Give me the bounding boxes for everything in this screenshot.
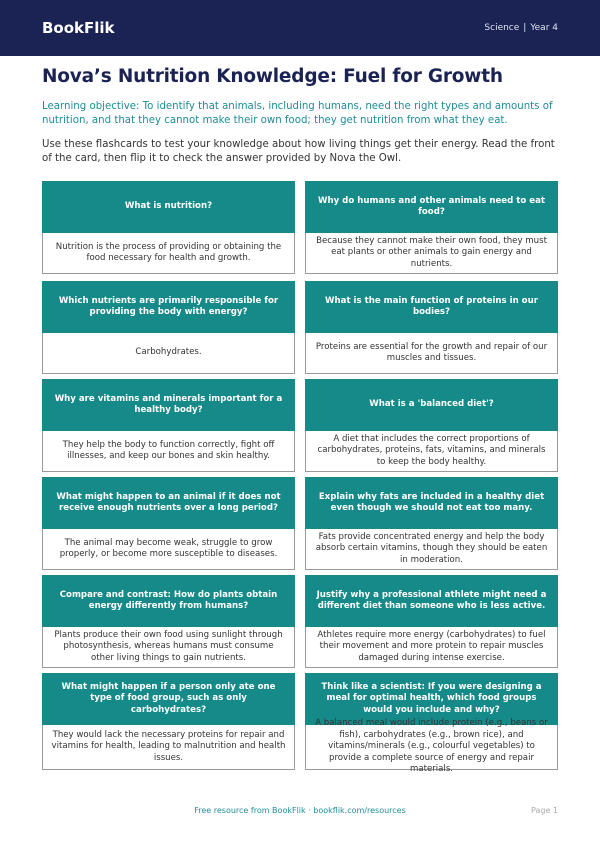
flashcard-answer: Fats provide concentrated energy and help the body absorb certain vitamins, though they should be eaten in moderation. [305,529,558,570]
flashcard[interactable] [42,477,295,570]
flashcard[interactable] [42,575,295,668]
flashcard[interactable] [42,673,295,770]
flashcard-question: Explain why fats are included in a healthy diet even though we should not eat too many. [305,477,558,529]
flashcard[interactable] [42,281,295,374]
breadcrumb-separator: | [523,23,527,33]
flashcard-answer: Plants produce their own food using sunlight through photosynthesis, whereas humans must consume other living things to gain nutrients. [42,627,295,668]
flashcard-answer: fish), carbohydrates (e.g., brown rice), and vitamins/minerals (e.g., colourful vegetables) to provide a complete source of energy and repair materials. [305,725,558,770]
flashcard-answer: A diet that includes the correct proportions of carbohydrates, proteins, fats, vitamins, and minerals to keep the body healthy. [305,431,558,472]
flashcard-question: Think like a scientist: If you were designing a meal for optimal health, which food groups would you include and why? [305,673,558,725]
flashcard[interactable] [305,673,558,775]
breadcrumb [484,23,558,33]
flashcard-answer: Carbohydrates. [42,333,295,374]
intro-text: Use these flashcards to test your knowledge about how living things get their energy. Read the front of the card, then flip it to check the answer provided by Nova the Owl. [42,139,555,164]
breadcrumb-year: Year 4 [530,23,558,33]
flashcard-answer: The animal may become weak, struggle to grow properly, or become more susceptible to diseases. [42,529,295,570]
flashcard-question: What is the main function of proteins in our bodies? [305,281,558,333]
flashcard[interactable] [305,575,558,668]
flashcard[interactable] [42,181,295,274]
flashcard[interactable] [305,477,558,570]
flashcard-question: What might happen if a person only ate one type of food group, such as only carbohydrates? [42,673,295,725]
footer-link[interactable]: Free resource from BookFlik · bookflik.com/resources [194,806,406,815]
flashcard-answer: Nutrition is the process of providing or obtaining the food necessary for health and growth. [42,233,295,274]
flashcard-question: Compare and contrast: How do plants obtain energy differently from humans? [42,575,295,627]
flashcard-answer: They help the body to function correctly, fight off illnesses, and keep our bones and skin healthy. [42,431,295,472]
flashcard-question: Justify why a professional athlete might need a different diet than someone who is less active. [305,575,558,627]
flashcard-answer: Because they cannot make their own food, they must eat plants or other animals to gain energy and nutrients. [305,233,558,274]
breadcrumb-subject: Science [484,23,520,33]
flashcard[interactable] [305,181,558,274]
page-number: Page 1 [531,806,558,815]
flashcard-question: Which nutrients are primarily responsible for providing the body with energy? [42,281,295,333]
flashcard-answer: Athletes require more energy (carbohydrates) to fuel their movement and more protein to repair muscles damaged during intense exercise. [305,627,558,668]
flashcard-question: What is a 'balanced diet'? [305,379,558,431]
flashcard-answer: They would lack the necessary proteins for repair and vitamins for health, leading to malnutrition and health issues. [42,725,295,770]
page-title: Nova’s Nutrition Knowledge: Fuel for Growth [42,66,503,87]
flashcard[interactable] [42,379,295,472]
flashcard[interactable] [305,281,558,374]
learning-objective: Learning objective: To identify that animals, including humans, need the right types and amounts of nutrition, and that they cannot make their own food; they get nutrition from what they eat. [42,101,553,126]
flashcard-question: What is nutrition? [42,181,295,233]
flashcard-question: What might happen to an animal if it does not receive enough nutrients over a long period? [42,477,295,529]
flashcard-question: Why are vitamins and minerals important for a healthy body? [42,379,295,431]
flashcard-question: Why do humans and other animals need to eat food? [305,181,558,233]
flashcard-answer: Proteins are essential for the growth and repair of our muscles and tissues. [305,333,558,374]
brand-logo[interactable]: BookFlik [42,19,115,37]
header-bar [0,0,600,56]
flashcard[interactable] [305,379,558,472]
